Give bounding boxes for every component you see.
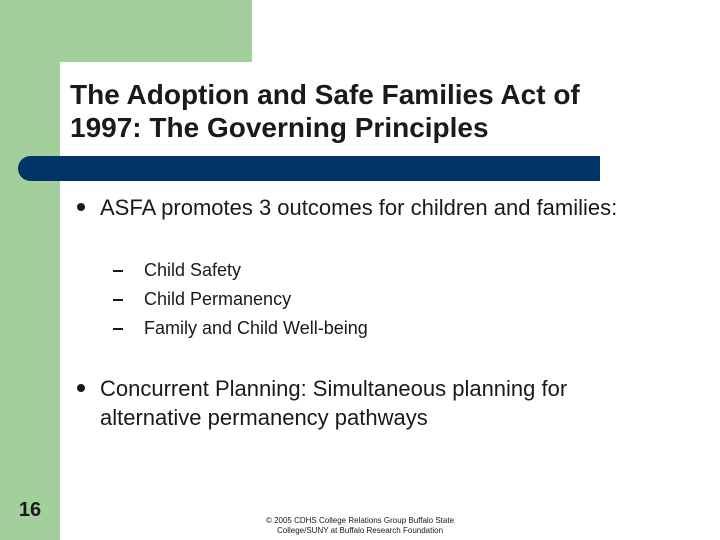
footer-copyright [230,516,490,536]
bullet-concurrent-planning [100,374,567,432]
footer-line-1: © 2005 CDHS College Relations Group Buffalo State [265,516,455,525]
bullet-asfa-outcomes: ASFA promotes 3 outcomes for children and families: [100,195,618,220]
dash-icon [113,328,123,330]
slide-title [70,78,690,144]
bullet-concurrent-planning-line-2: alternative permanency pathways [100,405,428,430]
dash-icon [113,270,123,272]
subitem-child-safety: Child Safety [144,260,242,280]
dash-icon [113,299,123,301]
slide-title-line-1: The Adoption and Safe Families Act of [70,79,580,110]
slide-title-line-2: 1997: The Governing Principles [70,112,489,143]
subitem-well-being: Family and Child Well-being [144,318,368,338]
bullet-concurrent-planning-line-1: Concurrent Planning: Simultaneous planning for [100,376,568,401]
title-underline-bar [18,156,600,181]
footer-line-2: College/SUNY at Buffalo Research Foundation [276,526,444,535]
bullet-dot-icon [77,203,85,211]
bullet-dot-icon [77,384,85,392]
subitem-child-permanency: Child Permanency [144,289,292,309]
slide-number: 16 [18,499,42,521]
top-green-block [0,0,252,62]
left-green-band [0,0,60,540]
